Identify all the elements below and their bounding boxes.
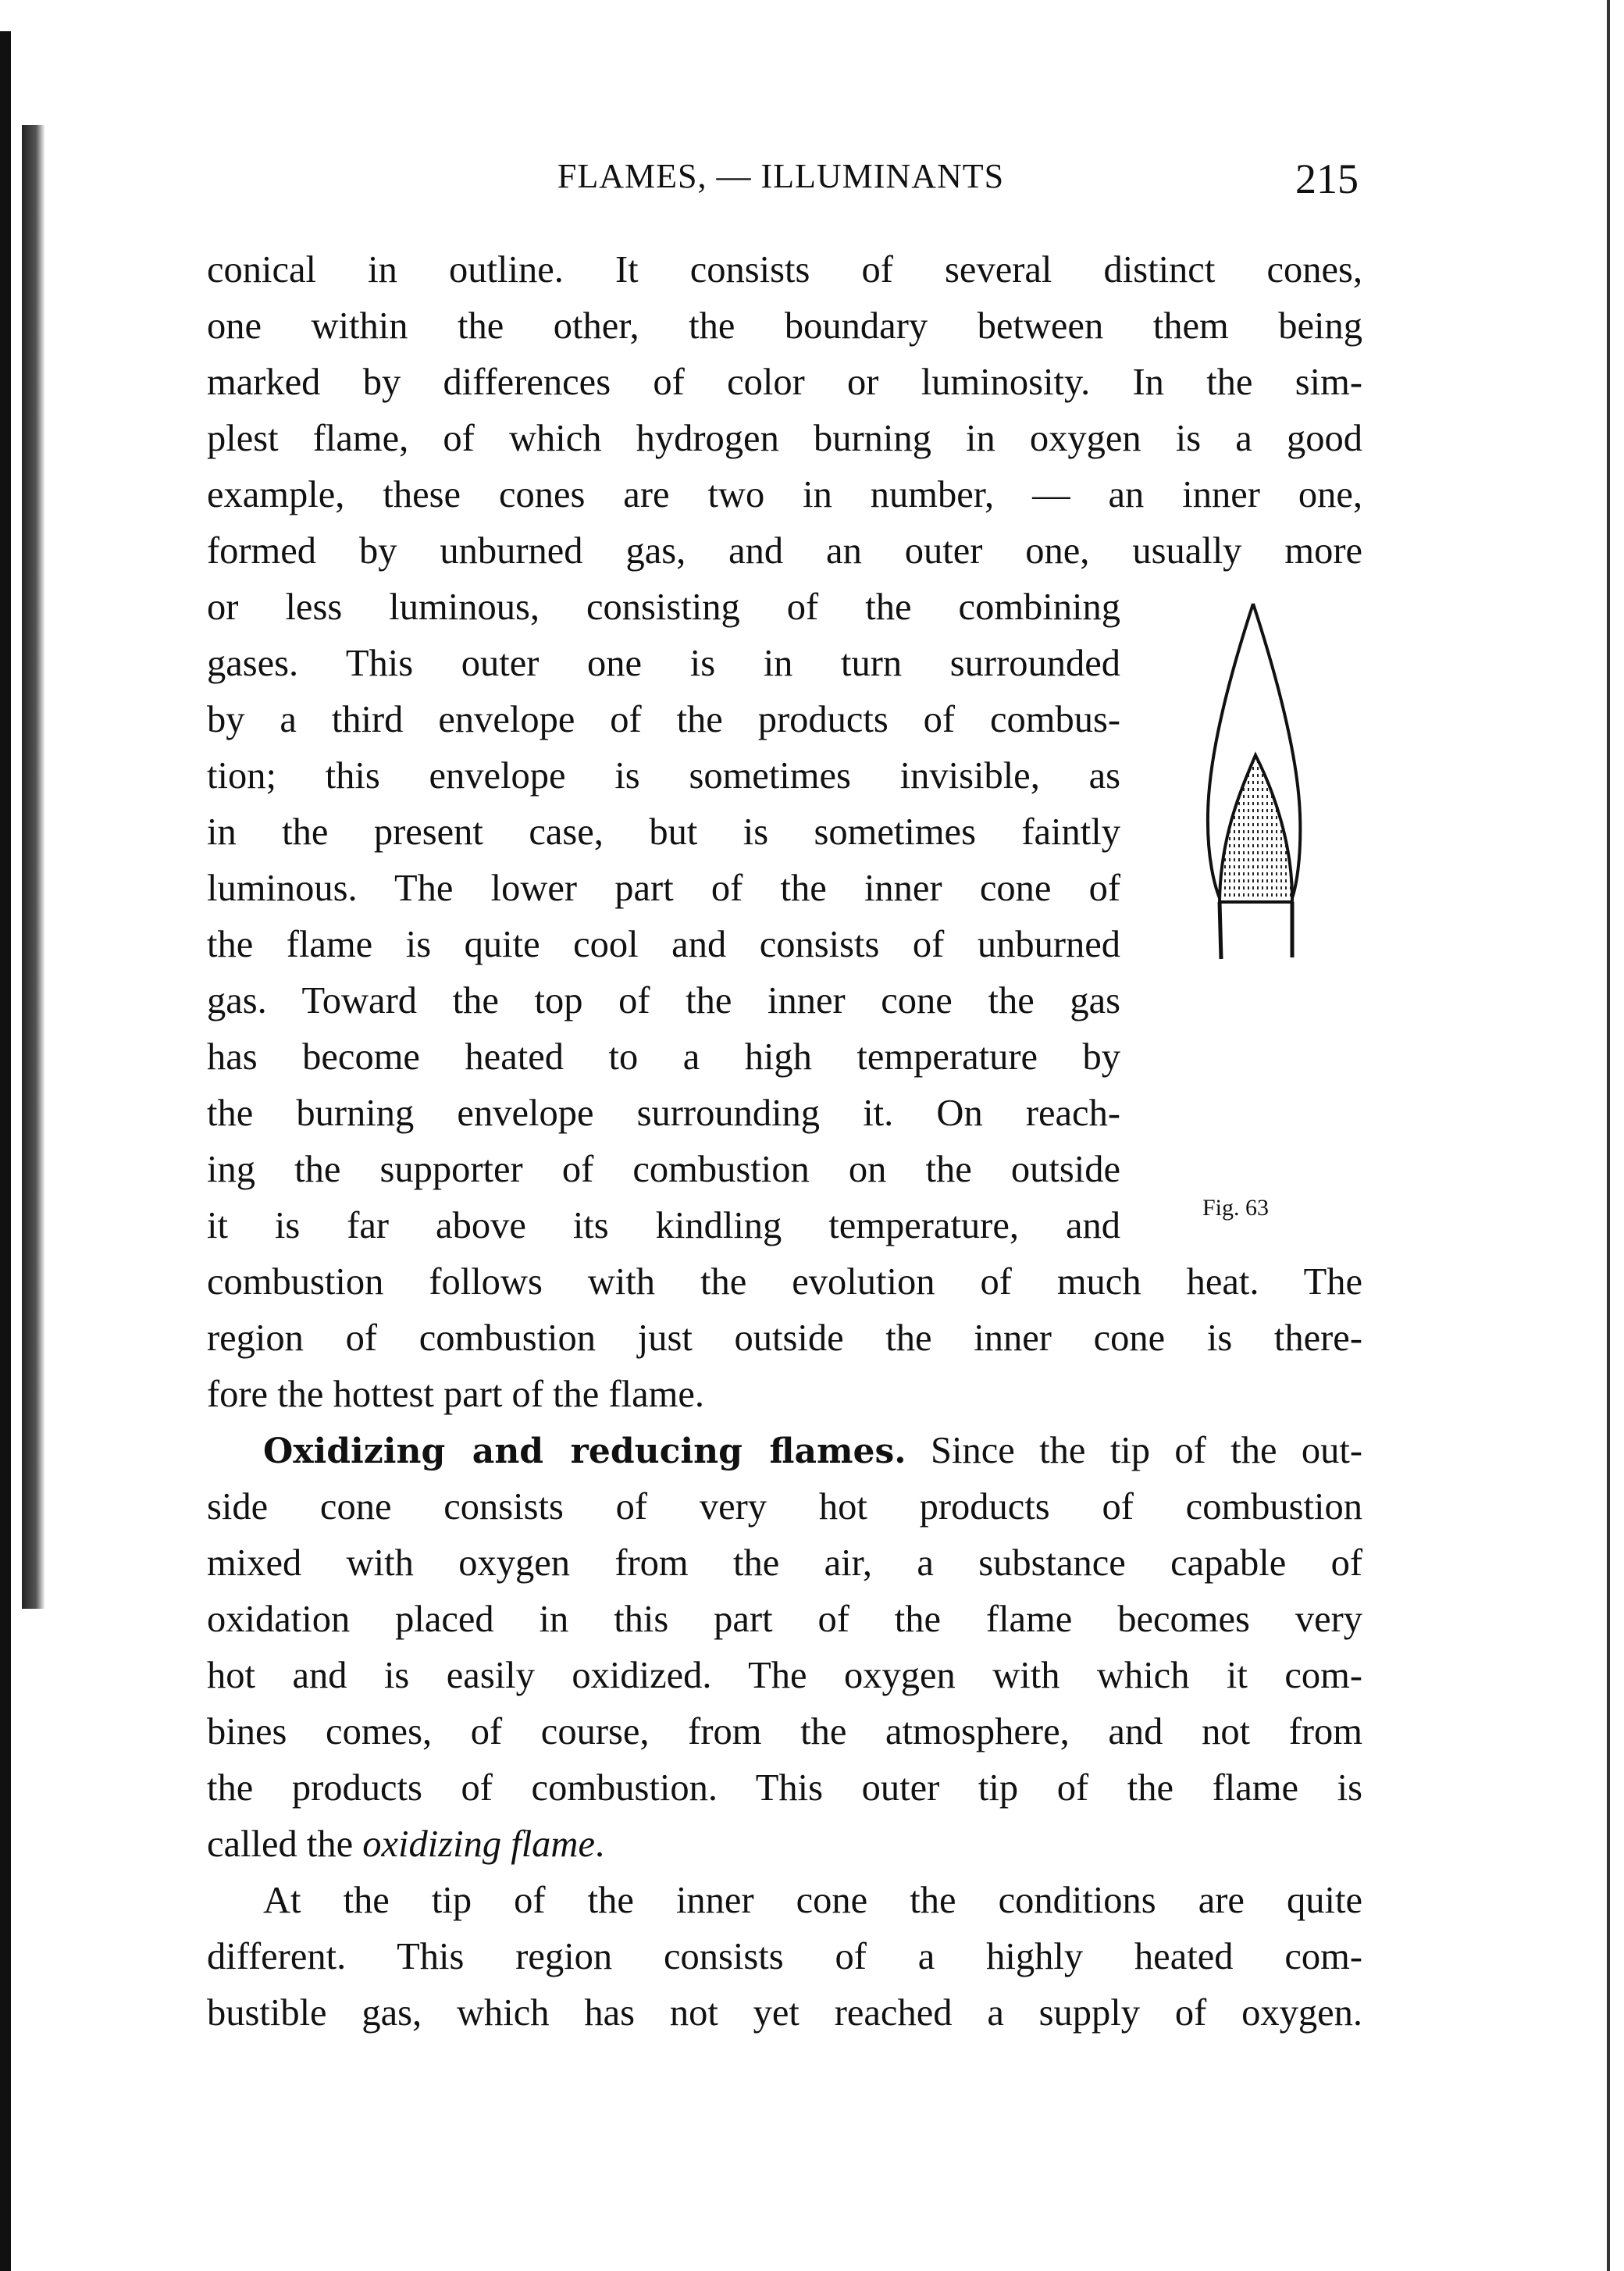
figure-caption: Fig. 63 — [1202, 1195, 1270, 1221]
text-line: side cone consists of very hot products of combustion — [207, 1486, 1362, 1528]
text-line: luminous. The lower part of the inner cone of — [207, 868, 1120, 909]
text-span: . — [594, 1824, 605, 1865]
text-line: plest flame, of which hydrogen burning in oxygen is a good — [207, 418, 1362, 459]
text-line: the flame is quite cool and consists of unburned — [207, 924, 1120, 965]
text-line: tion; this envelope is sometimes invisible, as — [207, 755, 1120, 797]
text-line: hot and is easily oxidized. The oxygen with which it com- — [207, 1655, 1362, 1696]
text-line: mixed with oxygen from the air, a substance capable of — [207, 1542, 1362, 1584]
text-line: the products of combustion. This outer tip of the flame is — [207, 1767, 1362, 1809]
paragraph-3 — [207, 1873, 1362, 2041]
page-number: 215 — [1295, 155, 1359, 202]
text-line — [207, 1816, 1362, 1873]
text-line: gases. This outer one is in turn surrounded — [207, 643, 1120, 684]
text-line: At the tip of the inner cone the conditions are quite — [263, 1880, 1362, 1921]
text-line: one within the other, the boundary between them being — [207, 305, 1362, 347]
text-line: ing the supporter of combustion on the outside — [207, 1149, 1120, 1190]
text-line: in the present case, but is sometimes faintly — [207, 811, 1120, 853]
scan-shadow-left — [22, 125, 45, 1609]
text-line: oxidation placed in this part of the flame becomes very — [207, 1599, 1362, 1640]
burner-wall-left — [1220, 902, 1221, 959]
text-line: by a third envelope of the products of combus- — [207, 699, 1120, 740]
text-line: it is far above its kindling temperature, and — [207, 1205, 1120, 1246]
text-line: or less luminous, consisting of the combining — [207, 586, 1120, 628]
text-line: example, these cones are two in number, — an inner one, — [207, 474, 1362, 515]
text-line: marked by differences of color or luminosity. In the sim- — [207, 362, 1362, 403]
text-span: called the — [207, 1824, 363, 1865]
inner-cone — [1220, 755, 1292, 902]
italic-term: oxidizing flame — [362, 1824, 595, 1865]
text-line: gas. Toward the top of the inner cone the gas — [207, 980, 1120, 1021]
flame-diagram — [1171, 594, 1343, 1015]
scan-edge-right — [1607, 0, 1610, 2271]
text-line: fore the hottest part of the flame. — [207, 1374, 704, 1415]
text-line: combustion follows with the evolution of much heat. The — [207, 1261, 1362, 1303]
text-line: bines comes, of course, from the atmosphere, and not from — [207, 1711, 1362, 1752]
running-title: FLAMES, — ILLUMINANTS — [557, 157, 1005, 195]
text-line: formed by unburned gas, and an outer one, usually more — [207, 530, 1362, 572]
scan-edge-left — [0, 31, 11, 2271]
section-heading: Oxidizing and reducing flames. — [263, 1431, 906, 1471]
text-line — [207, 1423, 1362, 1479]
page-body — [207, 242, 1362, 2041]
text-line: conical in outline. It consists of several distinct cones, — [207, 249, 1362, 291]
text-span: Since the tip of the out- — [931, 1430, 1363, 1471]
text-line: the burning envelope surrounding it. On reach- — [207, 1093, 1120, 1134]
text-line: different. This region consists of a highly heated com- — [207, 1936, 1362, 1977]
text-line: bustible gas, which has not yet reached a supply of oxygen. — [207, 1992, 1362, 2034]
text-line: has become heated to a high temperature by — [207, 1036, 1120, 1078]
paragraph-2 — [207, 1423, 1362, 1873]
text-line: region of combustion just outside the inner cone is there- — [207, 1317, 1362, 1359]
